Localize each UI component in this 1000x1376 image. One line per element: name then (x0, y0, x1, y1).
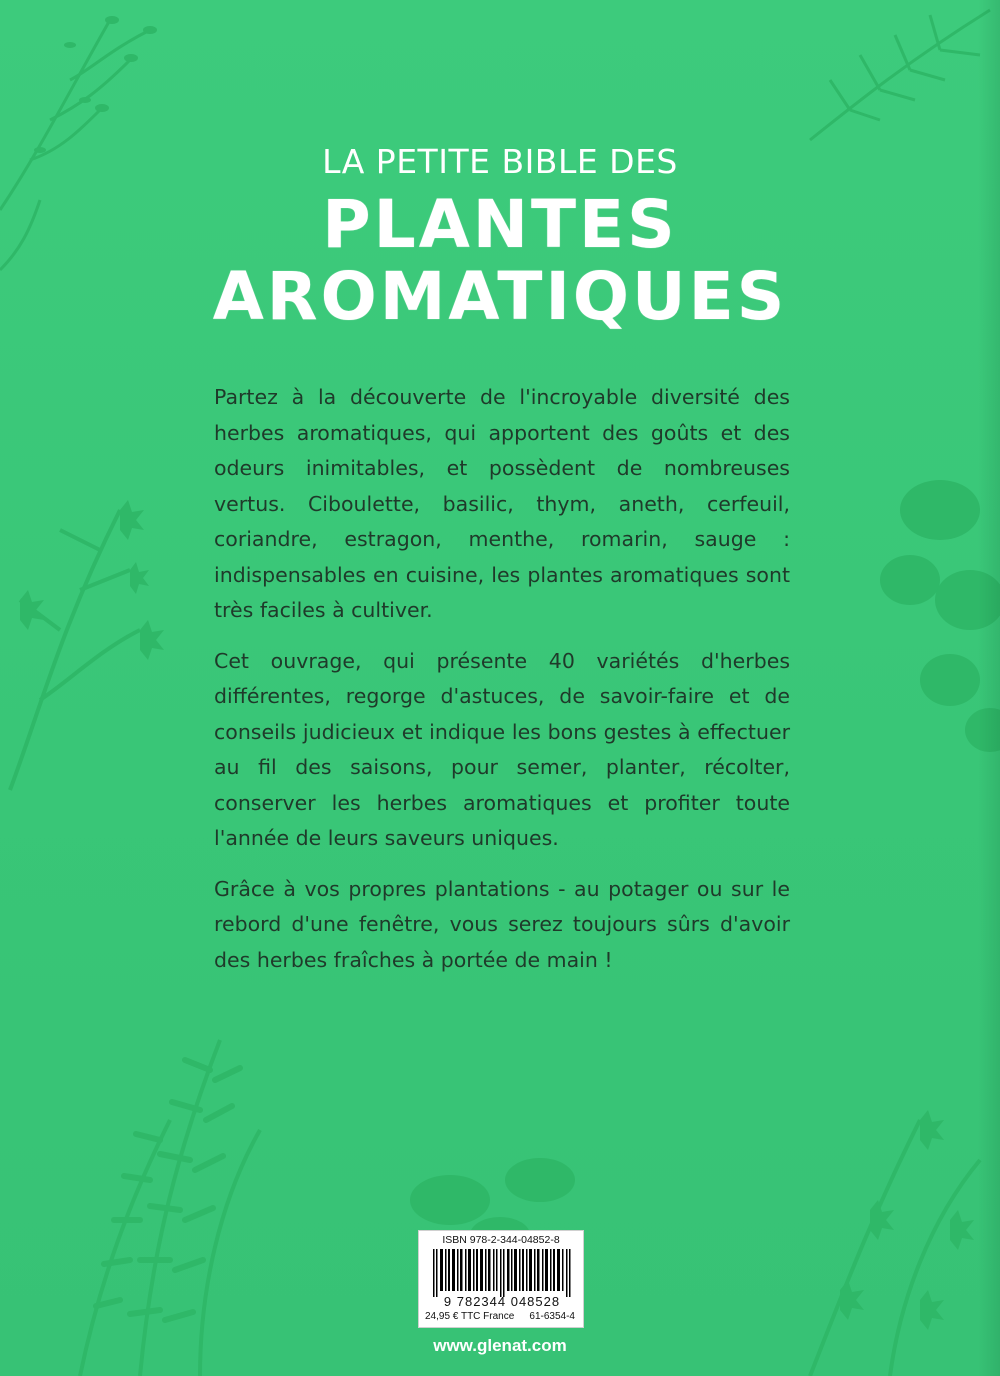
barcode-label (418, 1230, 584, 1328)
title-line-aromatiques: AROMATIQUES (212, 258, 788, 335)
barcode-bars-graphic (433, 1249, 573, 1297)
description-paragraph-1: Partez à la découverte de l'incroyable diversité des herbes aromatiques, qui apportent des goûts et des odeurs inimitables, et possèdent de nombreuses vertus. Ciboulette, basilic, thym, aneth, cerfeuil, coriandre, estragon, menthe, romarin, sauge : indispensables en cuisine, les plantes aromatiques sont très faciles à cultiver. (214, 385, 790, 622)
description-paragraph-3: Grâce à vos propres plantations - au potager ou sur le rebord d'une fenêtre, vous serez toujours sûrs d'avoir des herbes fraîches à portée de main ! (214, 876, 790, 972)
thyme-sprig-bottom-right-illustration (770, 1100, 1000, 1376)
ean-digits: 9 782344 048528 (443, 1294, 561, 1309)
isbn-number: ISBN 978-2-344-04852-8 (442, 1234, 560, 1246)
title-line-plantes: PLANTES (322, 186, 678, 263)
product-code: 61-6354-4 (529, 1311, 575, 1322)
price-label: 24,95 € TTC France (425, 1311, 515, 1322)
publisher-url: www.glenat.com (433, 1336, 567, 1355)
thyme-sprig-left-illustration (0, 480, 180, 800)
rosemary-sprig-bottom-left-illustration (20, 1020, 280, 1376)
book-description (214, 380, 790, 993)
title-subtitle-line: LA PETITE BIBLE DES (322, 142, 678, 181)
description-paragraph-2: Cet ouvrage, qui présente 40 variétés d'herbes différentes, regorge d'astuces, de savoir-faire et de conseils judicieux et indique les bons gestes à effectuer au fil des saisons, pour semer, planter, récolter, conserver les herbes aromatiques et profiter toute l'année de leurs saveurs uniques. (214, 648, 790, 850)
herb-sprig-top-right-illustration (790, 0, 1000, 150)
